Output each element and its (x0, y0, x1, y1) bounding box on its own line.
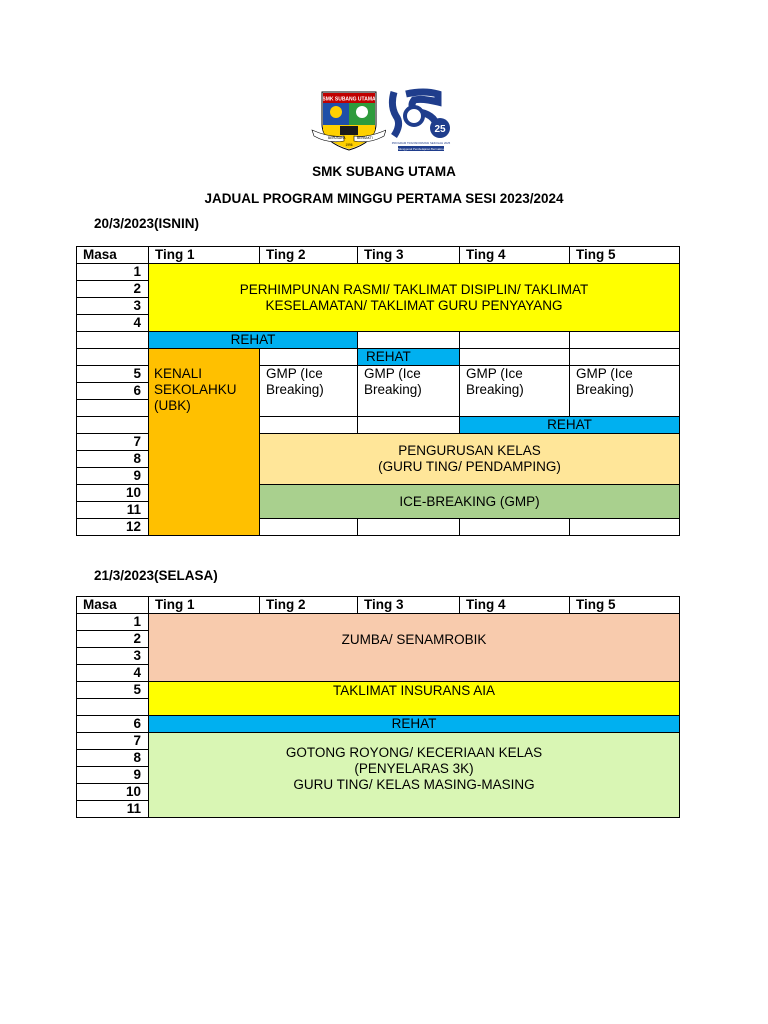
pengurusan-kelas-block (260, 434, 680, 485)
header-ting-3: Ting 3 (358, 247, 460, 264)
empty-cell (77, 699, 149, 716)
gotong-line-2: (PENYELARAS 3K) (354, 761, 474, 776)
day1-schedule-table (76, 246, 680, 536)
kenali-sekolahku-block: KENALI SEKOLAHKU (UBK) (149, 349, 260, 536)
empty-cell (358, 417, 460, 434)
table-header-row (77, 597, 680, 614)
ts25-caption: PROGRAM TRANSFORMASI SEKOLAH 2025 (391, 141, 451, 145)
rehat-block (149, 716, 680, 733)
period-number: 6 (77, 383, 149, 400)
period-number: 5 (77, 682, 149, 699)
period-number: 12 (77, 519, 149, 536)
zumba-block (149, 614, 680, 682)
ts25-logo (386, 88, 456, 152)
day2-schedule-table (76, 596, 680, 818)
empty-cell (570, 519, 680, 536)
crest-year: 1996 (345, 143, 353, 147)
ice-breaking-block: ICE-BREAKING (GMP) (260, 485, 680, 519)
header-ting-4: Ting 4 (460, 597, 570, 614)
gotong-line-1: GOTONG ROYONG/ KECERIAAN KELAS (285, 745, 543, 760)
empty-cell (77, 349, 149, 366)
period-number: 3 (77, 298, 149, 315)
rehat-label: REHAT (230, 332, 276, 347)
gmp-ting5: GMP (Ice Breaking) (570, 366, 680, 417)
header-masa: Masa (77, 597, 149, 614)
empty-cell (460, 519, 570, 536)
crest-motto-right: BERBAKTI (357, 136, 373, 140)
rehat-block-ting1-2 (149, 332, 358, 349)
period-number: 10 (77, 784, 149, 801)
period-number: 8 (77, 451, 149, 468)
day1-label: 20/3/2023(ISNIN) (94, 216, 200, 231)
header-ting-5: Ting 5 (570, 247, 680, 264)
empty-cell (77, 400, 149, 417)
empty-cell (260, 349, 358, 366)
period-number: 11 (77, 801, 149, 818)
period-number: 11 (77, 502, 149, 519)
ts25-caption2: Menggerak Pembelajaran Bermakna (398, 146, 444, 151)
empty-cell (260, 519, 358, 536)
gmp-ting4: GMP (Ice Breaking) (460, 366, 570, 417)
period-number: 4 (77, 315, 149, 332)
period-number: 10 (77, 485, 149, 502)
period-number: 3 (77, 648, 149, 665)
gotong-royong-block (149, 733, 680, 818)
header-ting-1: Ting 1 (149, 247, 260, 264)
pengurusan-line-1: PENGURUSAN KELAS (398, 443, 541, 458)
school-logos (310, 86, 458, 154)
gotong-line-3: GURU TING/ KELAS MASING-MASING (293, 777, 535, 792)
table-header-row (77, 247, 680, 264)
header-ting-4: Ting 4 (460, 247, 570, 264)
empty-cell (460, 349, 570, 366)
day2-label: 21/3/2023(SELASA) (94, 568, 218, 583)
crest-motto-left: BERUSAHA (328, 136, 346, 140)
zumba-label: ZUMBA/ SENAMROBIK (341, 631, 487, 647)
assembly-block: PERHIMPUNAN RASMI/ TAKLIMAT DISIPLIN/ TAKLIMAT KESELAMATAN/ TAKLIMAT GURU PENYAYANG (149, 264, 680, 332)
period-number: 7 (77, 434, 149, 451)
period-number: 2 (77, 631, 149, 648)
header-ting-1: Ting 1 (149, 597, 260, 614)
header-ting-2: Ting 2 (260, 247, 358, 264)
empty-cell (570, 332, 680, 349)
header-masa: Masa (77, 247, 149, 264)
rehat-block-ting4-5 (460, 417, 680, 434)
ts25-number: 25 (434, 124, 446, 135)
empty-cell (358, 332, 460, 349)
document-title: JADUAL PROGRAM MINGGU PERTAMA SESI 2023/2024 (204, 191, 564, 206)
empty-cell (570, 349, 680, 366)
gmp-ting2: GMP (Ice Breaking) (260, 366, 358, 417)
school-name: SMK SUBANG UTAMA (312, 164, 456, 179)
period-number: 1 (77, 264, 149, 281)
rehat-label: REHAT (547, 417, 592, 432)
period-number: 4 (77, 665, 149, 682)
rehat-label: REHAT (366, 349, 411, 364)
empty-cell (358, 519, 460, 536)
period-number: 5 (77, 366, 149, 383)
taklimat-label: TAKLIMAT INSURANS AIA (332, 682, 496, 698)
header-ting-5: Ting 5 (570, 597, 680, 614)
period-number: 7 (77, 733, 149, 750)
period-number: 8 (77, 750, 149, 767)
empty-cell (260, 417, 358, 434)
rehat-label: REHAT (391, 716, 437, 731)
empty-cell (460, 332, 570, 349)
empty-cell (77, 417, 149, 434)
period-number: 9 (77, 767, 149, 784)
taklimat-block (149, 682, 680, 716)
empty-cell (77, 332, 149, 349)
period-number: 6 (77, 716, 149, 733)
pengurusan-line-2: (GURU TING/ PENDAMPING) (378, 459, 561, 474)
header-ting-2: Ting 2 (260, 597, 358, 614)
gmp-ting3: GMP (Ice Breaking) (358, 366, 460, 417)
period-number: 9 (77, 468, 149, 485)
header-ting-3: Ting 3 (358, 597, 460, 614)
crest-top-text: SMK SUBANG UTAMA (322, 96, 376, 103)
school-crest-logo (312, 92, 386, 150)
period-number: 1 (77, 614, 149, 631)
period-number: 2 (77, 281, 149, 298)
rehat-block-ting3 (358, 349, 460, 366)
